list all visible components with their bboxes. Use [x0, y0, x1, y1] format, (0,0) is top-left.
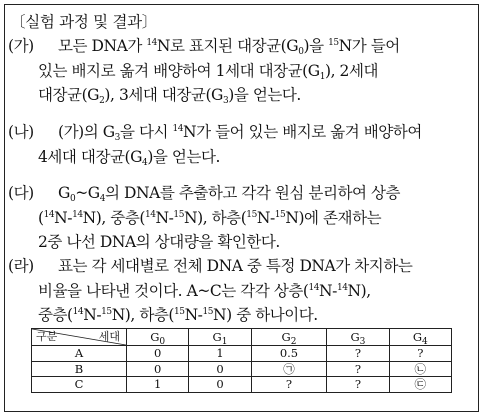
- isotope-superscript: 15: [173, 209, 184, 220]
- step-text-line: 중층($^{14}$N-$^{15}$N), 하층($^{15}$N-$^{15}$N) 중 하나이다.: [38, 306, 318, 324]
- generation-subscript: 3: [359, 337, 366, 347]
- isotope-superscript: 14: [144, 209, 156, 220]
- isotope-superscript: 14: [72, 307, 84, 317]
- step-text-line: 4세대 대장균$(G_4)$을 얻는다.: [38, 147, 220, 168]
- table-cell: [389, 361, 451, 377]
- table-cell: [389, 377, 451, 393]
- table-cell: ?: [251, 377, 327, 393]
- isotope-superscript: 14: [336, 282, 348, 293]
- generation-subscript: 2: [99, 96, 105, 106]
- step-na: [8, 120, 474, 169]
- step-da: [8, 181, 474, 255]
- step-ra: [8, 254, 474, 328]
- corner-label-category: 구분: [36, 330, 58, 343]
- table-header-row: [32, 329, 452, 346]
- isotope-superscript: 15: [274, 209, 286, 220]
- isotope-superscript: 14: [146, 38, 157, 48]
- isotope-superscript: 15: [101, 307, 112, 317]
- generation-table: [31, 328, 452, 393]
- col-header-g2: $G_2$: [251, 329, 327, 346]
- generation-subscript: 0: [69, 194, 76, 204]
- step-text-line: 모든 DNA가 $^{14}$N로 표지된 대장균$(G_0)$을 $^{15}$N가 들어: [58, 37, 400, 57]
- col-header-g3: $G_3$: [327, 329, 389, 346]
- step-marker: (가): [8, 37, 34, 55]
- isotope-superscript: 14: [308, 282, 320, 293]
- generation-subscript: 4: [99, 194, 105, 204]
- section-heading: 〔실험 과정 및 결과〕: [10, 13, 157, 31]
- row-label: B: [32, 361, 127, 377]
- table-corner-cell: [32, 329, 127, 346]
- step-text-line: 표는 각 세대별로 전체 DNA 중 특정 DNA가 차지하는: [58, 257, 413, 275]
- col-header-g4: $G_4$: [389, 329, 451, 346]
- table-cell: ?: [327, 346, 389, 362]
- generation-subscript: 4: [422, 337, 428, 347]
- isotope-superscript: 15: [328, 38, 339, 48]
- step-text-line: 2중 나선 DNA의 상대량을 확인한다.: [38, 233, 280, 251]
- table-cell: 0: [189, 377, 251, 393]
- step-ga: [8, 34, 474, 108]
- step-text-line: 대장균$(G_2)$, 3세대 대장균$(G_3)$을 얻는다.: [38, 86, 301, 106]
- col-header-g1: $G_1$: [189, 329, 251, 346]
- table-cell: 0: [189, 361, 251, 377]
- table-row: [32, 361, 452, 377]
- generation-subscript: 1: [319, 71, 325, 82]
- step-text-line: ($^{14}$N-$^{14}$N), 중층($^{14}$N-$^{15}$N), 하층($^{15}$N-$^{15}$N)에 존재하는: [38, 208, 382, 227]
- table-cell: ?: [327, 361, 389, 377]
- generation-subscript: 0: [159, 337, 166, 347]
- table-cell: 1: [127, 377, 189, 393]
- step-text-line: $G_0\sim G_4$의 DNA를 추출하고 각각 원심 분리하여 상층: [58, 184, 401, 204]
- row-label: C: [32, 377, 127, 393]
- circled-unknown-label: ㉠: [283, 361, 295, 376]
- generation-subscript: 0: [298, 47, 304, 57]
- isotope-superscript: 15: [246, 209, 257, 220]
- step-text-line: 있는 배지로 옮겨 배양하여 1세대 대장균$(G_1)$, 2세대: [38, 61, 378, 82]
- step-text-line: 비율을 나타낸 것이다. A~C는 각각 상층($^{14}$N-$^{14}$N),: [38, 281, 371, 300]
- circled-unknown-label: ㉡: [414, 361, 427, 376]
- corner-label-generation: 세대: [98, 330, 120, 343]
- step-text-line: (가)의 $G_3$을 다시 $^{14}$N가 들어 있는 배지로 옮겨 배양하여: [58, 123, 422, 143]
- table-row: [32, 346, 452, 362]
- circled-unknown-label: ㉢: [414, 377, 427, 392]
- generation-subscript: 2: [290, 337, 297, 347]
- step-marker: (라): [8, 257, 34, 275]
- isotope-superscript: 15: [202, 307, 214, 317]
- step-marker: (나): [8, 123, 34, 141]
- generation-subscript: 3: [222, 96, 229, 106]
- table-cell: [251, 361, 327, 377]
- table-cell: ?: [327, 377, 389, 393]
- table-cell: 0: [127, 361, 189, 377]
- generation-subscript: 3: [114, 133, 120, 143]
- generation-subscript: 4: [142, 157, 148, 168]
- step-marker: (다): [8, 184, 34, 202]
- isotope-superscript: 14: [172, 124, 184, 134]
- generation-subscript: 1: [221, 337, 228, 347]
- table-cell: 0: [127, 346, 189, 362]
- isotope-superscript: 15: [174, 307, 185, 317]
- isotope-superscript: 14: [72, 209, 83, 220]
- table-cell: 0.5: [251, 346, 327, 362]
- row-label: A: [32, 346, 127, 362]
- table-cell: ?: [389, 346, 451, 362]
- table-row: [32, 377, 452, 393]
- table-cell: 1: [189, 346, 251, 362]
- col-header-g0: $G_0$: [127, 329, 189, 346]
- isotope-superscript: 14: [43, 209, 55, 220]
